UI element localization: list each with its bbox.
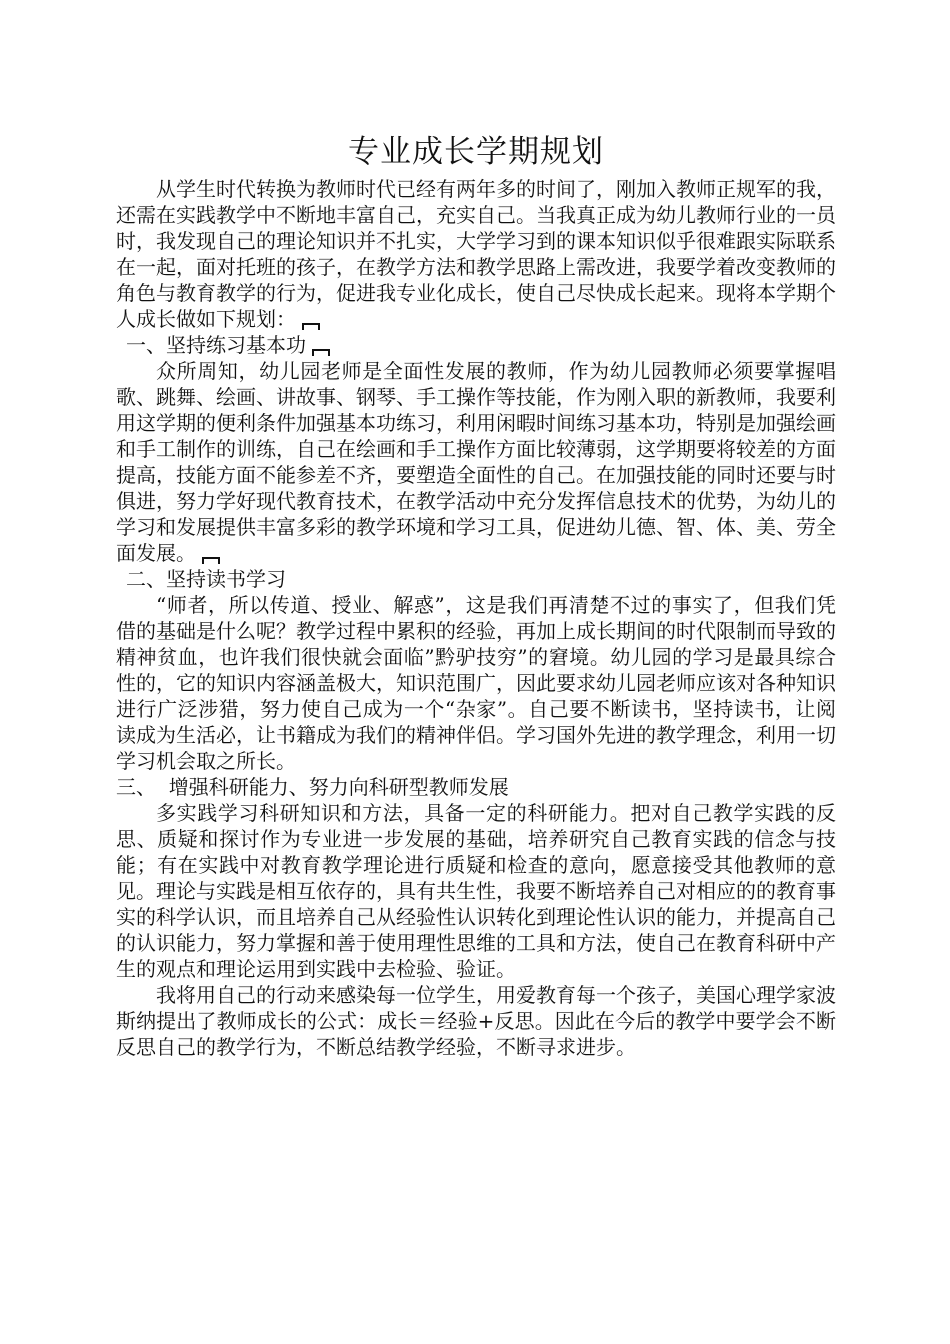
section-heading-1-text: 一、坚持练习基本功 <box>126 333 306 357</box>
section-body-2: “师者，所以传道、授业、解惑”，这是我们再清楚不过的事实了，但我们凭借的基础是什么呢？教学过程中累积的经验，再加上成长期间的时代限制而导致的精神贫血，也许我们很快就会面临”黔驴技穷”的窘境。幼儿园的学习是最具综合性的，它的知识内容涵盖极大，知识范围广，因此要求幼儿园老师应该对各种知识进行广泛涉猎，努力使自己成为一个“杂家”。自己要不断读书，坚持读书，让阅读成为生活必，让书籍成为我们的精神伴侣。学习国外先进的教学理念，利用一切学习机会取之所长。 <box>116 593 836 773</box>
section-body-3: 多实践学习科研知识和方法，具备一定的科研能力。把对自己教学实践的反思、质疑和探讨作为专业进一步发展的基础，培养研究自己教育实践的信念与技能；有在实践中对教育教学理论进行质疑和检查的意向，愿意接受其他教师的意见。理论与实践是相互依存的，具有共生性，我要不断培养自己对相应的的教育事实的科学认识，而且培养自己从经验性认识转化到理论性认识的能力，并提高自己的认识能力，努力掌握和善于使用理性思维的工具和方法，使自己在教育科研中产生的观点和理论运用到实践中去检验、验证。 <box>116 801 836 981</box>
paragraph-mark-icon <box>302 323 320 330</box>
closing-paragraph: 我将用自己的行动来感染每一位学生，用爱教育每一个孩子，美国心理学家波斯纳提出了教师成长的公式：成长＝经验+反思。因此在今后的教学中要学会不断反思自己的教学行为，不断总结教学经验，不断寻求进步。 <box>116 983 836 1059</box>
section-body-1 <box>116 358 836 566</box>
section-heading-2: 二、坚持读书学习 <box>126 567 286 591</box>
section-body-1-text: 众所周知，幼儿园老师是全面性发展的教师，作为幼儿园教师必须要掌握唱歌、跳舞、绘画、讲故事、钢琴、手工操作等技能，作为刚入职的新教师，我要利用这学期的便利条件加强基本功练习，利用闲暇时间练习基本功，特别是加强绘画和手工制作的训练，自己在绘画和手工操作方面比较薄弱，这学期要将较差的方面提高，技能方面不能参差不齐，要塑造全面性的自己。在加强技能的同时还要与时俱进，努力学好现代教育技术，在教学活动中充分发挥信息技术的优势，为幼儿的学习和发展提供丰富多彩的教学环境和学习工具，促进幼儿德、智、体、美、劳全面发展。 <box>116 359 836 565</box>
intro-text: 从学生时代转换为教师时代已经有两年多的时间了，刚加入教师正规军的我，还需在实践教学中不断地丰富自己，充实自己。当我真正成为幼儿教师行业的一员时，我发现自己的理论知识并不扎实，大学学习到的课本知识似乎很难跟实际联系在一起，面对托班的孩子，在教学方法和教学思路上需改进，我要学着改变教师的角色与教育教学的行为，促进我专业化成长，使自己尽快成长起来。现将本学期个人成长做如下规划： <box>116 177 836 331</box>
document-body <box>116 130 836 1060</box>
section-heading-3: 三、 增强科研能力、努力向科研型教师发展 <box>116 775 509 799</box>
paragraph-mark-icon <box>202 557 220 564</box>
paragraph-mark-icon <box>312 349 330 356</box>
section-heading-1 <box>116 332 836 358</box>
document-title: 专业成长学期规划 <box>348 134 604 170</box>
intro-paragraph <box>116 176 836 332</box>
